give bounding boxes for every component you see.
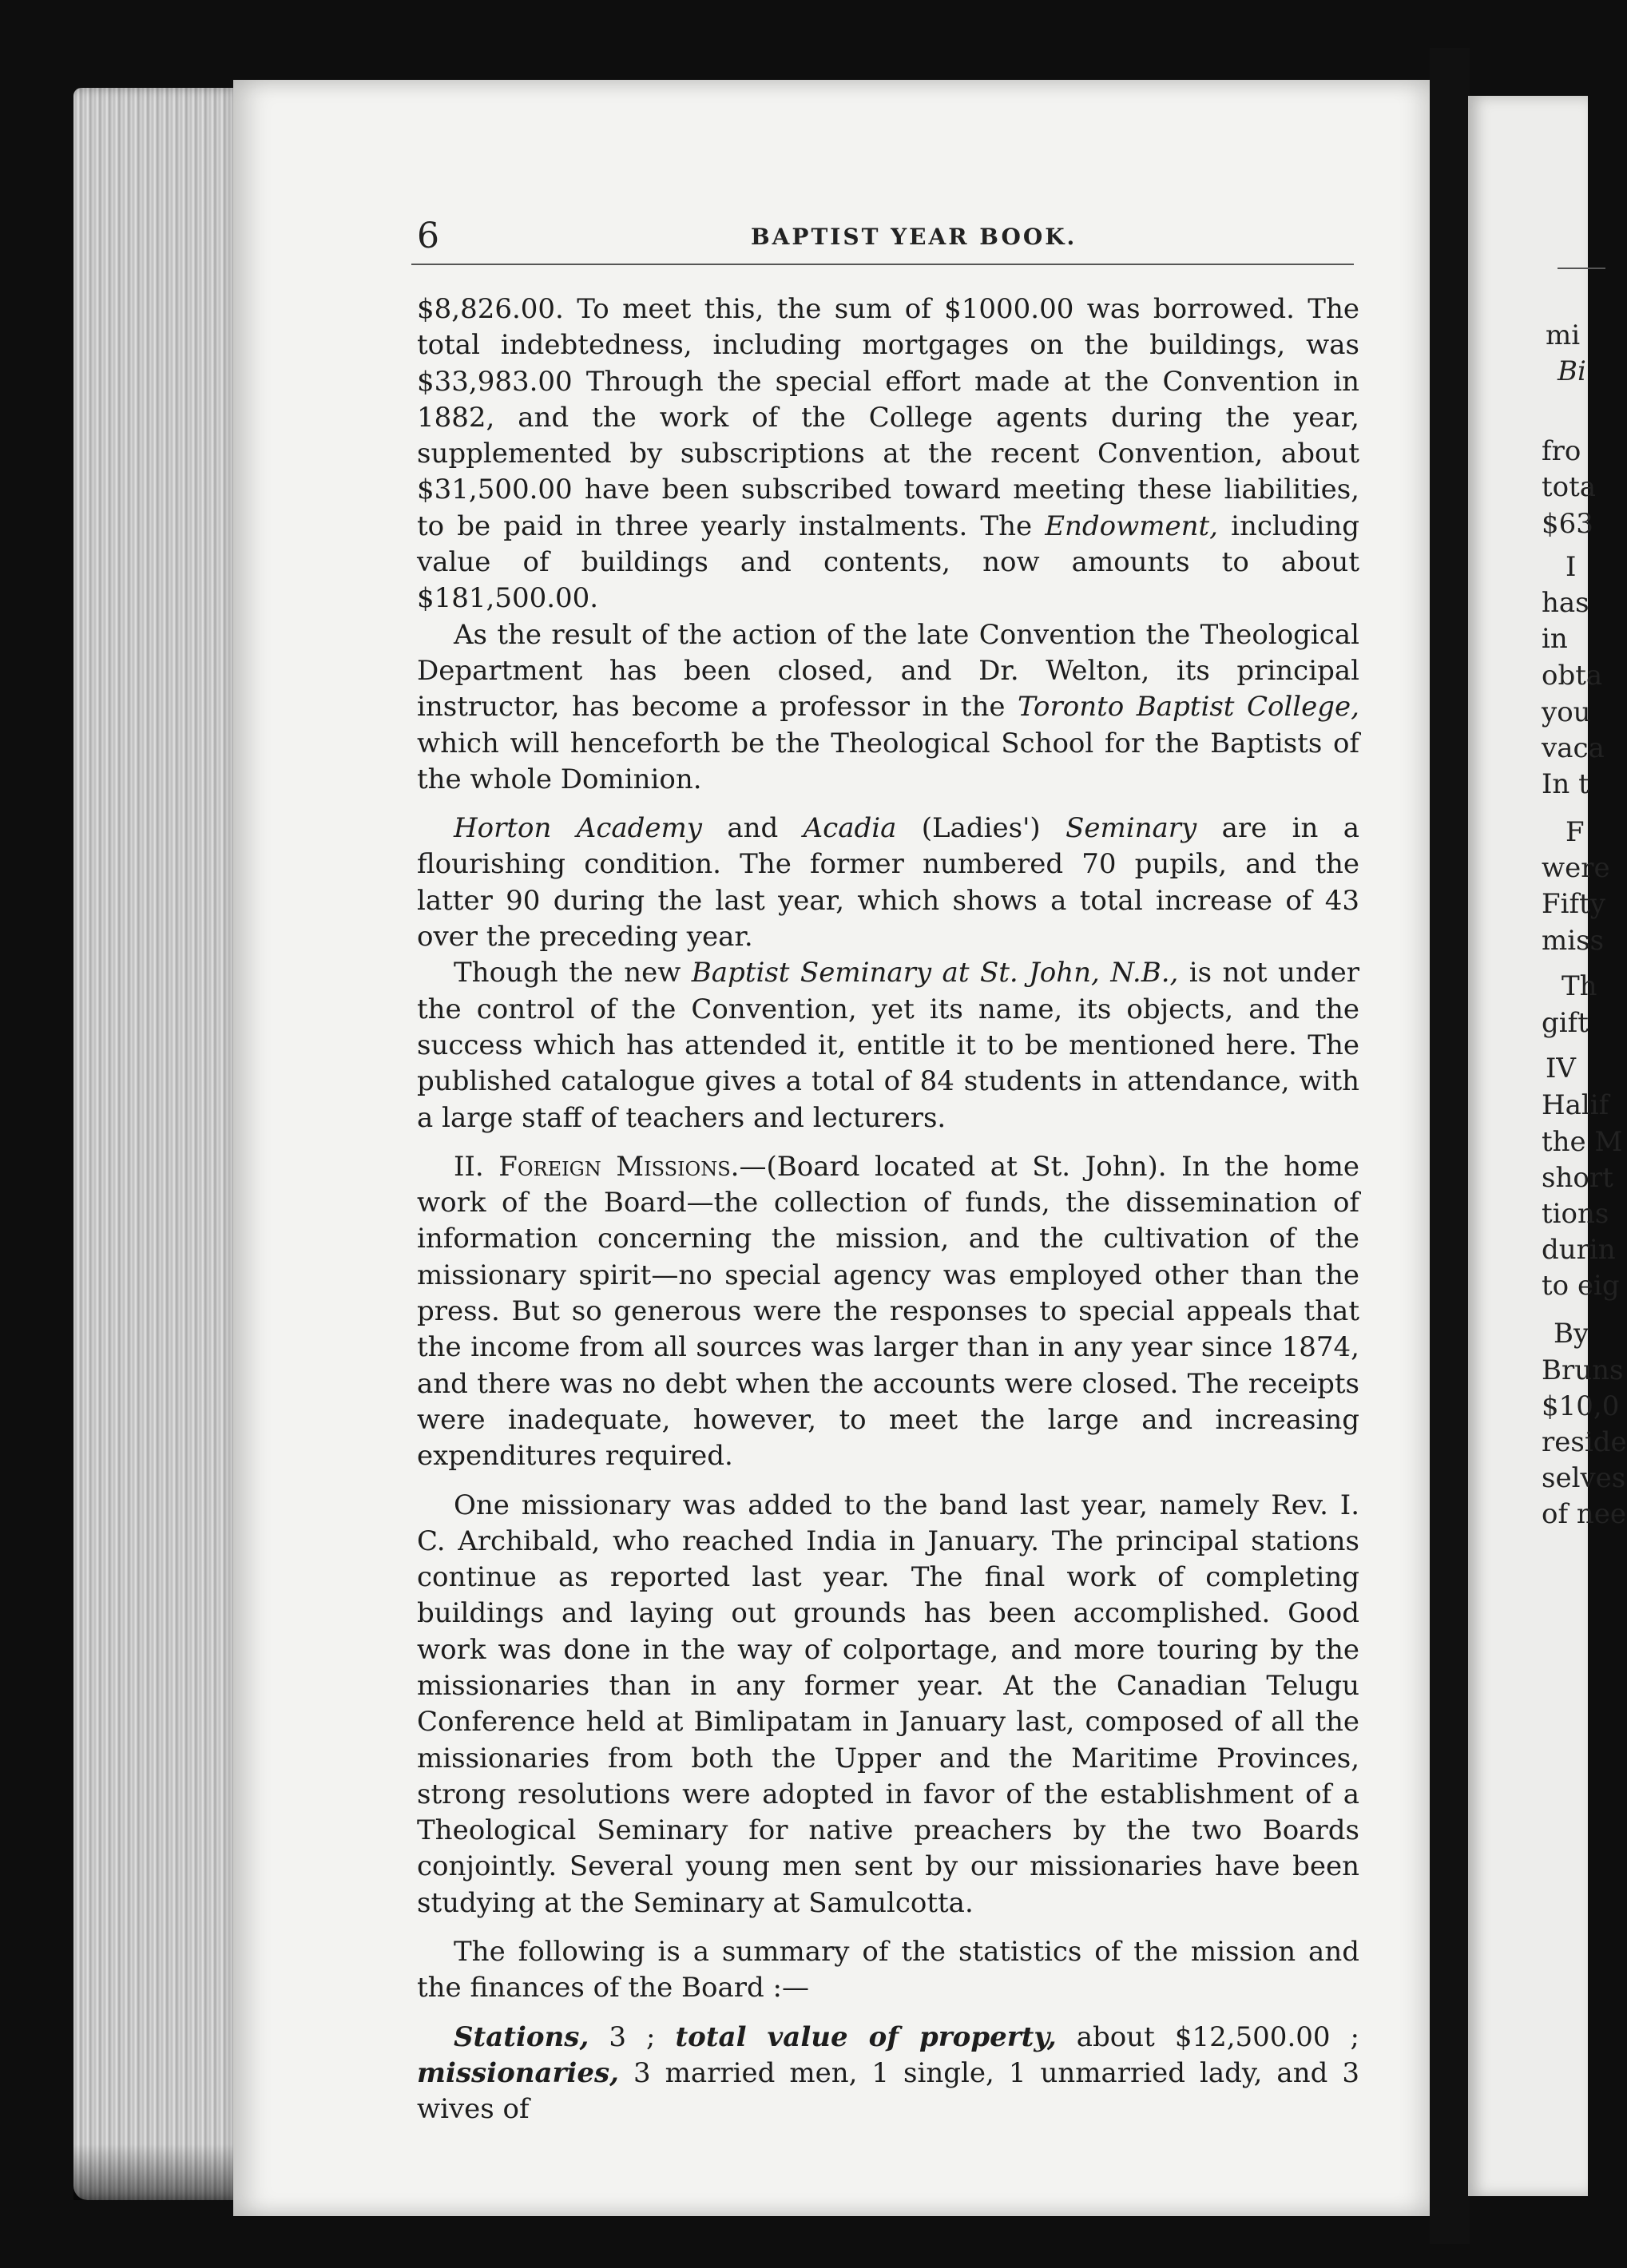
facing-page-fragment: fro	[1542, 435, 1581, 467]
facing-page-fragment: Fifty	[1542, 888, 1605, 920]
paragraph-missionary-added: One missionary was added to the band last year, namely Rev. I. C. Archibald, who reached India in January. The principal stations continue as reported last year. The final work of completing buildings and laying out grounds has been accomplished. Good work was done in the way of colportage, and more touring by the missionaries than in any former year. At the Canadian Telugu Conference held at Bimlipatam in January last, composed of all the missionaries from both the Upper and the Maritime Provinces, strong resolutions were adopted in favor of the establishment of a Theological Seminary for native preachers by the two Boards conjointly. Several young men sent by our missionaries have been studying at the Seminary at Samulcotta.	[417, 1489, 1359, 1919]
facing-page-fragment: has	[1542, 587, 1589, 619]
paragraph-horton-academy: Horton Academy and Acadia (Ladies') Seminary are in a flourishing condition. The former numbered 70 pupils, and the latter 90 during the last year, which shows a total increase of 43 over the preceding year.	[417, 812, 1359, 954]
facing-page-fragment: gift	[1542, 1007, 1589, 1039]
facing-page-fragment: of nee	[1542, 1498, 1627, 1530]
facing-page-fragment: tions	[1542, 1198, 1609, 1230]
facing-page-fragment: short	[1542, 1162, 1613, 1194]
facing-page-fragment: reside	[1542, 1426, 1627, 1458]
paragraph-theological-department: As the result of the action of the late Convention the Theological Department has been closed, and Dr. Welton, its principal instructor, has become a professor in the Toronto Baptist College, which will henceforth be the Theological School for the Baptists of the whole Dominion.	[417, 618, 1359, 795]
facing-page-fragment: mi	[1546, 319, 1581, 351]
paragraph-st-john-seminary: Though the new Baptist Seminary at St. John, N.B., is not under the control of the Convention, yet its name, its objects, and the success which has attended it, entitle it to be mentioned here. The published catalogue gives a total of 84 students in attendance, with a large staff of teachers and lecturers.	[417, 957, 1359, 1134]
facing-page-fragment: to eig	[1542, 1270, 1620, 1302]
book-page-edges	[73, 88, 241, 2200]
facing-page-fragment: In t	[1542, 768, 1589, 800]
facing-page-fragment: vaca	[1542, 732, 1605, 764]
facing-page-fragment: Bruns	[1542, 1354, 1624, 1386]
paragraph-foreign-missions: II. Foreign Missions.—(Board located at St. John). In the home work of the Board—the collection of funds, the dissemination of information concerning the mission, and the cultivation of the missionary spirit—no special agency was employed other than the press. But so generous were the responses to special appeals that the income from all sources was larger than in any year since 1874, and there was no debt when the accounts were closed. The receipts were inadequate, however, to meet the large and increasing expenditures required.	[417, 1150, 1359, 1473]
facing-page-fragment: selves	[1542, 1462, 1626, 1494]
facing-page-fragment: tota	[1542, 471, 1597, 503]
facing-page-fragment: Halif	[1542, 1089, 1609, 1121]
header-rule	[411, 264, 1354, 265]
facing-page-fragment: durin	[1542, 1234, 1616, 1266]
facing-page-fragment: you	[1542, 696, 1591, 728]
paragraph-college-finances: $8,826.00. To meet this, the sum of $1000.00 was borrowed. The total indebtedness, including mortgages on the buildings, was $33,983.00 Through the special effort made at the Convention in 1882, and the work of the College agents during the year, supplemented by subscriptions at the recent Convention, about $31,500.00 have been subscribed toward meeting these liabilities, to be paid in three yearly instalments. The Endowment, including value of buildings and contents, now amounts to about $181,500.00.	[417, 293, 1359, 615]
facing-page-rule	[1558, 268, 1605, 269]
facing-page-fragment: were	[1542, 852, 1610, 884]
facing-page-fragment: $10,0	[1542, 1390, 1620, 1422]
body-text	[417, 291, 1359, 2128]
facing-page-fragment: obta	[1542, 660, 1603, 692]
facing-page-fragment: I	[1565, 551, 1577, 583]
facing-page-fragment: IV	[1546, 1053, 1576, 1084]
facing-page-fragment: $63	[1542, 508, 1593, 540]
paragraph-summary-intro: The following is a summary of the statistics of the mission and the finances of the Board :—	[417, 1936, 1359, 2004]
paragraph-statistics: Stations, 3 ; total value of property, about $12,500.00 ; missionaries, 3 married men, 1 single, 1 unmarried lady, and 3 wives of	[417, 2020, 1359, 2126]
facing-page-fragment: F	[1565, 816, 1585, 848]
facing-page-fragment: miss	[1542, 925, 1605, 957]
book-gutter	[1430, 48, 1470, 2244]
facing-page-fragment: Th	[1562, 970, 1597, 1002]
section-heading: II. Foreign Missions.	[454, 1150, 740, 1183]
running-head: BAPTIST YEAR BOOK.	[751, 224, 1077, 250]
facing-page-fragment: the M	[1542, 1126, 1623, 1158]
facing-page-fragment: in	[1542, 623, 1568, 655]
facing-page-fragment: Bi	[1558, 355, 1586, 387]
facing-page-fragment: By	[1554, 1318, 1589, 1350]
page-number: 6	[417, 216, 439, 256]
